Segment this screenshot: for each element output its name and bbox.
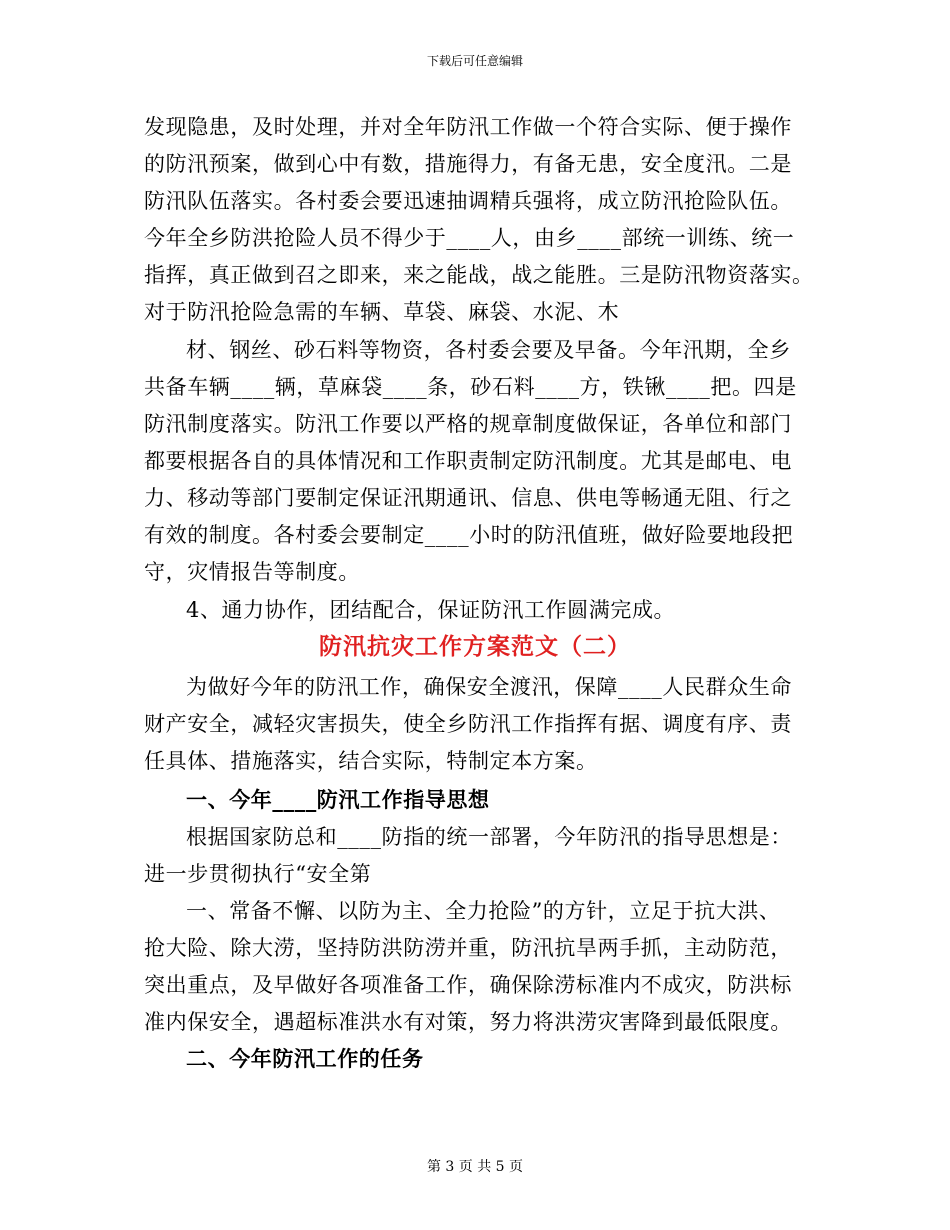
body-line: 突出重点，及早做好各项准备工作，确保除涝标准内不成灾，防洪标 xyxy=(144,973,792,997)
body-line: 的防汛预案，做到心中有数，措施得力，有备无患，安全度汛。二是 xyxy=(144,152,792,176)
body-line: 都要根据各自的具体情况和工作职责制定防汛制度。尤其是邮电、电 xyxy=(144,449,792,473)
body-line: 抢大险、除大涝，坚持防洪防涝并重，防汛抗旱两手抓，主动防范， xyxy=(144,936,792,960)
body-line: 今年全乡防洪抢险人员不得少于____人，由乡____部统一训练、统一 xyxy=(144,226,795,250)
body-line: 有效的制度。各村委会要制定____小时的防汛值班，做好险要地段把 xyxy=(144,523,794,547)
page-footer: 第 3 页 共 5 页 xyxy=(426,1159,524,1175)
body-line: 力、移动等部门要制定保证汛期通讯、信息、供电等畅通无阻、行之 xyxy=(144,486,792,510)
body-line: 4、通力协作，团结配合，保证防汛工作圆满完成。 xyxy=(186,598,676,622)
body-line: 一、常备不懈、以防为主、全力抢险”的方针，立足于抗大洪、 xyxy=(186,899,781,923)
body-line: 指挥，真正做到召之即来，来之能战，战之能胜。三是防汛物资落实。 xyxy=(144,263,814,287)
page-header: 下载后可任意编辑 xyxy=(426,54,523,68)
body-line: 对于防汛抢险急需的车辆、草袋、麻袋、水泥、木 xyxy=(144,300,620,324)
subheading: 二、今年防汛工作的任务 xyxy=(186,1046,424,1071)
body-line: 准内保安全，遇超标准洪水有对策，努力将洪涝灾害降到最低限度。 xyxy=(144,1010,792,1034)
body-line: 共备车辆____辆，草麻袋____条，砂石料____方，铁锹____把。四是 xyxy=(144,375,797,399)
body-line: 任具体、措施落实，结合实际，特制定本方案。 xyxy=(144,749,598,773)
body-line: 财产安全，减轻灾害损失，使全乡防汛工作指挥有据、调度有序、责 xyxy=(144,712,792,736)
body-line: 防汛队伍落实。各村委会要迅速抽调精兵强将，成立防汛抢险队伍。 xyxy=(144,189,792,213)
body-line: 发现隐患，及时处理，并对全年防汛工作做一个符合实际、便于操作 xyxy=(144,115,792,139)
section-heading: 防汛抗灾工作方案范文（二） xyxy=(319,633,631,660)
body-line: 防汛制度落实。防汛工作要以严格的规章制度做保证，各单位和部门 xyxy=(144,412,792,436)
body-line: 为做好今年的防汛工作，确保安全渡汛，保障____人民群众生命 xyxy=(186,675,792,699)
subheading: 一、今年____防汛工作指导思想 xyxy=(186,787,490,812)
body-line: 守，灾情报告等制度。 xyxy=(144,560,360,584)
body-line: 材、钢丝、砂石料等物资，各村委会要及早备。今年汛期，全乡 xyxy=(186,338,791,362)
body-line: 进一步贯彻执行“安全第 xyxy=(144,862,372,886)
body-line: 根据国家防总和____防指的统一部署，今年防汛的指导思想是： xyxy=(186,825,792,849)
